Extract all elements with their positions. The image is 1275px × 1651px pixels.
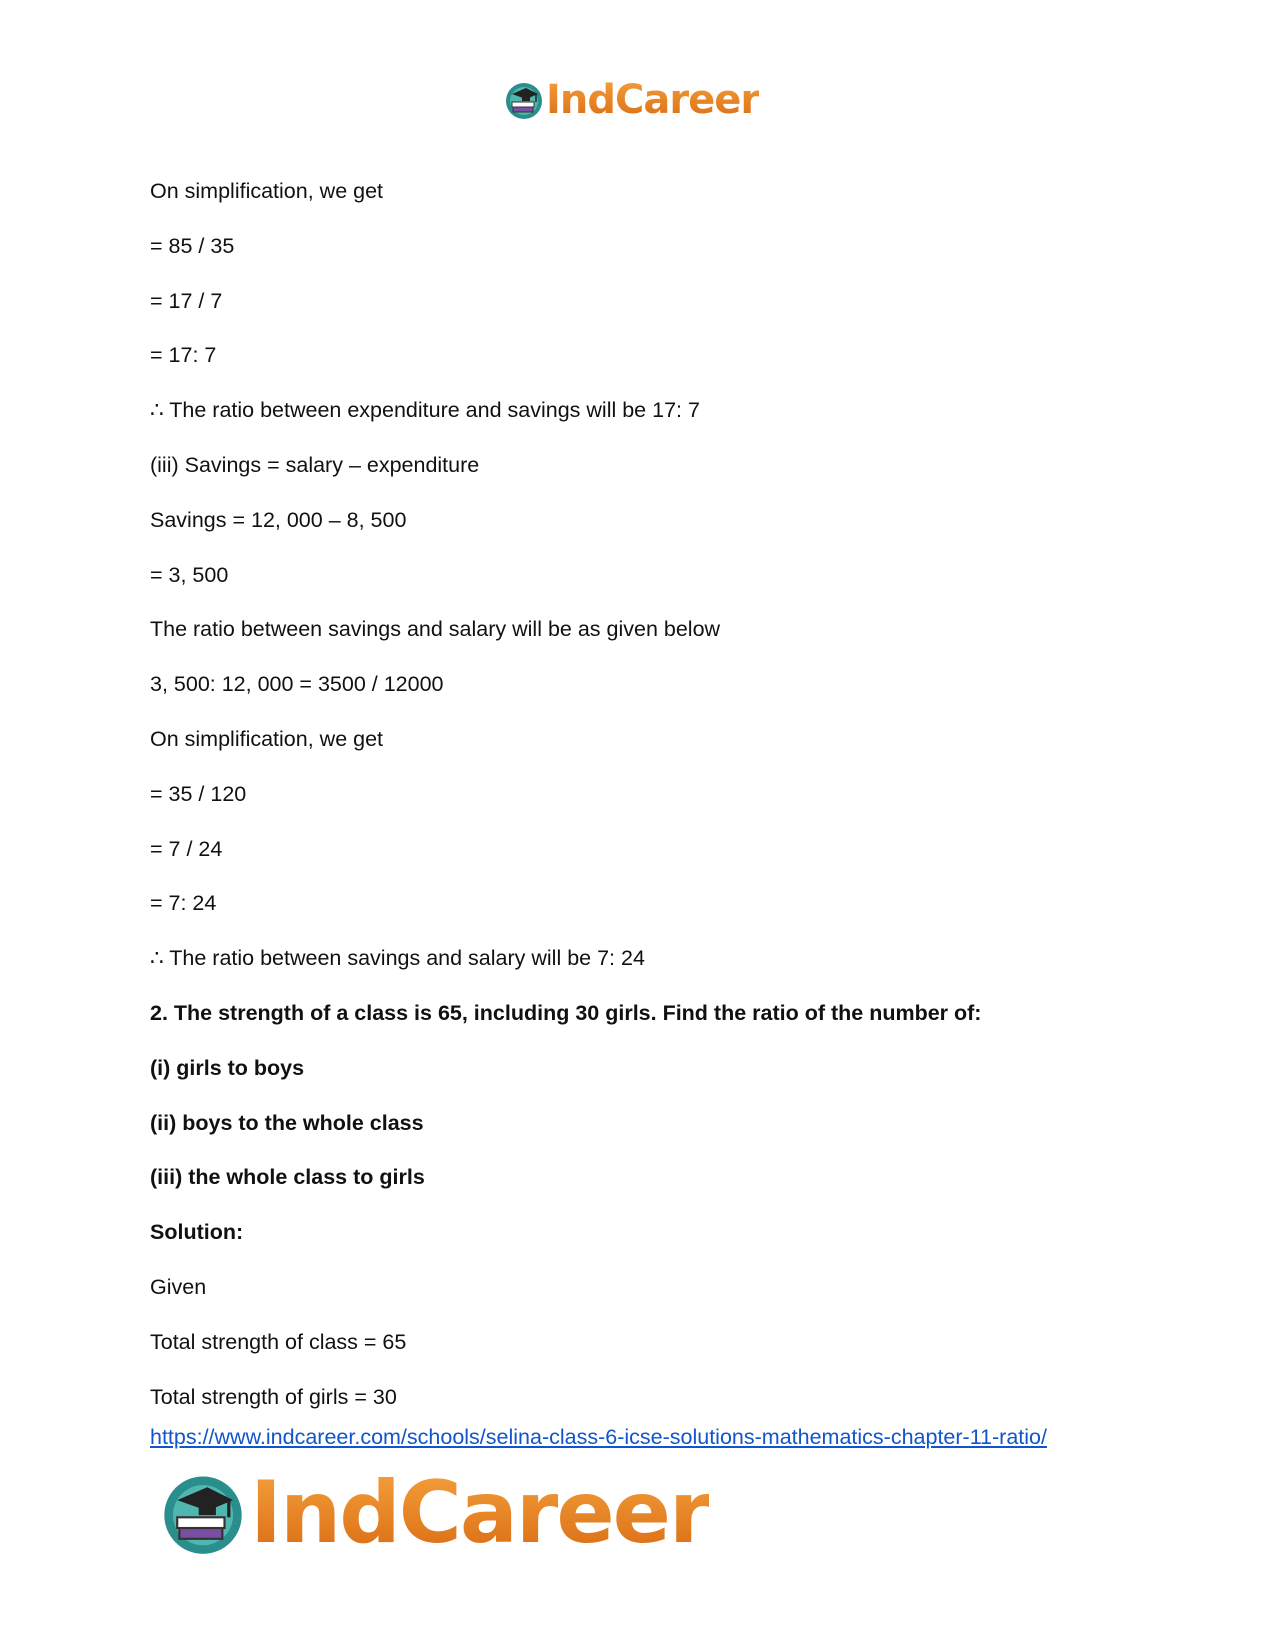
text-line: ∴ The ratio between savings and salary will be 7: 24 bbox=[150, 946, 645, 971]
text-line: (ii) boys to the whole class bbox=[150, 1110, 424, 1135]
text-line: ∴ The ratio between expenditure and savings will be 17: 7 bbox=[150, 398, 700, 423]
text-line: On simplification, we get bbox=[150, 727, 384, 751]
text-line: = 17: 7 bbox=[150, 343, 217, 368]
graduation-book-icon bbox=[160, 1470, 246, 1556]
text-line: 3, 500: 12, 000 = 3500 / 12000 bbox=[150, 672, 444, 697]
text-line: (iii) the whole class to girls bbox=[150, 1165, 425, 1190]
text-line: = 7 / 24 bbox=[150, 836, 223, 861]
header-logo-text: IndCareer bbox=[546, 77, 760, 123]
graduation-book-icon bbox=[504, 80, 544, 120]
text-line: = 35 / 120 bbox=[150, 781, 247, 806]
text-line: = 85 / 35 bbox=[150, 233, 235, 258]
source-url-link[interactable]: https://www.indcareer.com/schools/selina-class-6-icse-solutions-mathematics-chapter-11-ratio/ bbox=[150, 1425, 1047, 1449]
text-line: (i) girls to boys bbox=[150, 1055, 305, 1080]
footer-logo-text: IndCareer bbox=[250, 1463, 710, 1563]
text-line: 2. The strength of a class is 65, including 30 girls. Find the ratio of the number of: bbox=[150, 1001, 982, 1025]
text-line: Total strength of class = 65 bbox=[150, 1329, 407, 1354]
text-line: Total strength of girls = 30 bbox=[150, 1384, 397, 1409]
text-line: = 7: 24 bbox=[150, 891, 217, 916]
text-line: = 17 / 7 bbox=[150, 288, 223, 313]
footer-logo bbox=[160, 1465, 709, 1561]
text-line: The ratio between savings and salary will be as given below bbox=[150, 617, 721, 642]
text-line: Savings = 12, 000 – 8, 500 bbox=[150, 507, 407, 532]
header-logo bbox=[504, 76, 759, 124]
text-line: (iii) Savings = salary – expenditure bbox=[150, 453, 480, 477]
text-line: Given bbox=[150, 1275, 207, 1299]
text-line: = 3, 500 bbox=[150, 562, 229, 587]
text-line: Solution: bbox=[150, 1220, 244, 1245]
text-line: On simplification, we get bbox=[150, 179, 384, 203]
